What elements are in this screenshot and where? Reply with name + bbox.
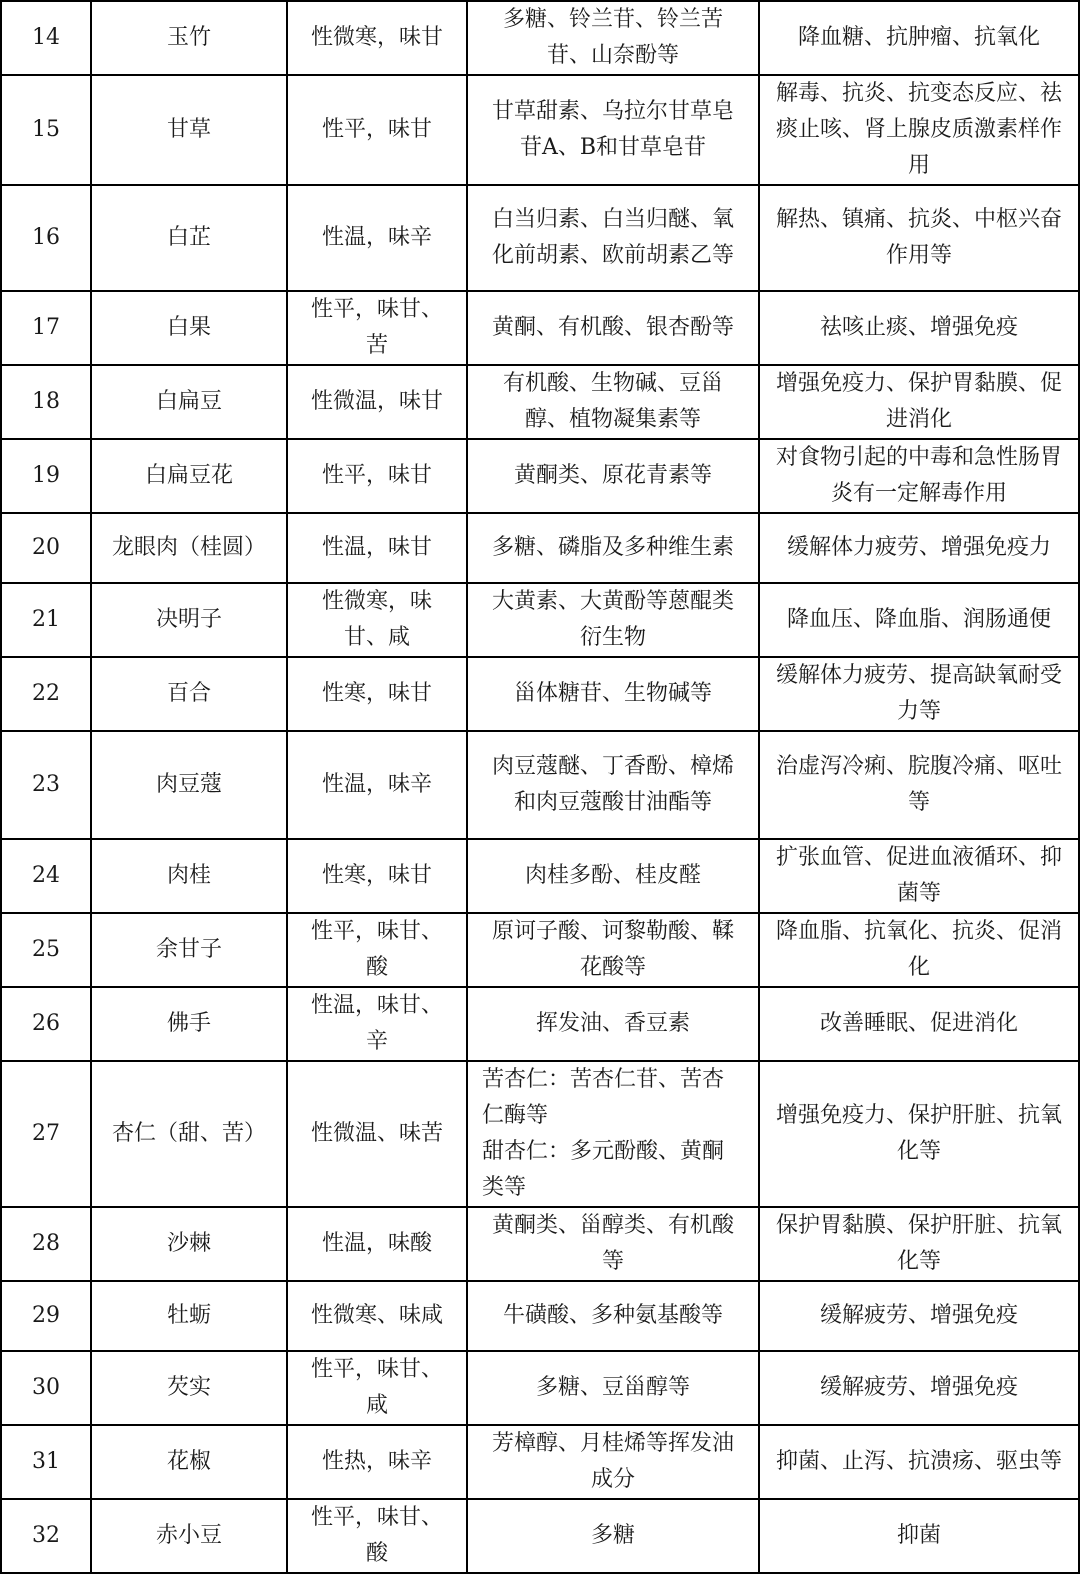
property-cell: 性微温、味苦 <box>287 1061 467 1207</box>
property-cell: 性温，味辛 <box>287 185 467 291</box>
row-number-cell: 24 <box>1 839 91 913</box>
functions-cell: 缓解体力疲劳、提高缺氧耐受力等 <box>759 657 1079 731</box>
components-cell: 肉豆蔻醚、丁香酚、樟烯和肉豆蔻酸甘油酯等 <box>467 731 759 839</box>
property-cell: 性平，味甘、苦 <box>287 291 467 365</box>
row-number-cell: 22 <box>1 657 91 731</box>
property-cell: 性平，味甘、酸 <box>287 1499 467 1573</box>
herb-name-cell: 杏仁（甜、苦） <box>91 1061 287 1207</box>
functions-cell: 抑菌、止泻、抗溃疡、驱虫等 <box>759 1425 1079 1499</box>
functions-cell: 缓解疲劳、增强免疫 <box>759 1351 1079 1425</box>
property-cell: 性温，味酸 <box>287 1207 467 1281</box>
table-row <box>1 1425 1079 1499</box>
components-cell: 原诃子酸、诃黎勒酸、鞣花酸等 <box>467 913 759 987</box>
table-row <box>1 1 1079 75</box>
components-cell: 多糖 <box>467 1499 759 1573</box>
components-cell: 多糖、铃兰苷、铃兰苦苷、山奈酚等 <box>467 1 759 75</box>
row-number-cell: 29 <box>1 1281 91 1351</box>
components-cell: 黄酮类、甾醇类、有机酸等 <box>467 1207 759 1281</box>
property-cell: 性温，味甘、辛 <box>287 987 467 1061</box>
property-cell: 性热，味辛 <box>287 1425 467 1499</box>
herb-name-cell: 决明子 <box>91 583 287 657</box>
row-number-cell: 28 <box>1 1207 91 1281</box>
property-cell: 性平，味甘 <box>287 439 467 513</box>
table-row <box>1 1061 1079 1207</box>
row-number-cell: 18 <box>1 365 91 439</box>
components-cell: 多糖、磷脂及多种维生素 <box>467 513 759 583</box>
row-number-cell: 32 <box>1 1499 91 1573</box>
herb-name-cell: 百合 <box>91 657 287 731</box>
property-cell: 性寒，味甘 <box>287 839 467 913</box>
functions-cell: 改善睡眠、促进消化 <box>759 987 1079 1061</box>
functions-cell: 解毒、抗炎、抗变态反应、祛痰止咳、肾上腺皮质激素样作用 <box>759 75 1079 185</box>
components-cell: 多糖、豆甾醇等 <box>467 1351 759 1425</box>
functions-cell: 祛咳止痰、增强免疫 <box>759 291 1079 365</box>
row-number-cell: 26 <box>1 987 91 1061</box>
functions-cell: 抑菌 <box>759 1499 1079 1573</box>
row-number-cell: 21 <box>1 583 91 657</box>
property-cell: 性微温，味甘 <box>287 365 467 439</box>
table-row <box>1 987 1079 1061</box>
property-cell: 性微寒、味咸 <box>287 1281 467 1351</box>
functions-cell: 降血糖、抗肿瘤、抗氧化 <box>759 1 1079 75</box>
functions-cell: 增强免疫力、保护胃黏膜、促进消化 <box>759 365 1079 439</box>
property-cell: 性温，味辛 <box>287 731 467 839</box>
herb-name-cell: 白扁豆 <box>91 365 287 439</box>
table-row <box>1 1351 1079 1425</box>
row-number-cell: 31 <box>1 1425 91 1499</box>
herb-name-cell: 牡蛎 <box>91 1281 287 1351</box>
functions-cell: 解热、镇痛、抗炎、中枢兴奋作用等 <box>759 185 1079 291</box>
components-cell: 黄酮类、原花青素等 <box>467 439 759 513</box>
property-cell: 性平，味甘、咸 <box>287 1351 467 1425</box>
herb-name-cell: 佛手 <box>91 987 287 1061</box>
table-row <box>1 513 1079 583</box>
components-cell: 挥发油、香豆素 <box>467 987 759 1061</box>
herb-name-cell: 赤小豆 <box>91 1499 287 1573</box>
table-row <box>1 657 1079 731</box>
components-cell: 有机酸、生物碱、豆甾醇、植物凝集素等 <box>467 365 759 439</box>
functions-cell: 扩张血管、促进血液循环、抑菌等 <box>759 839 1079 913</box>
components-cell: 白当归素、白当归醚、氧化前胡素、欧前胡素乙等 <box>467 185 759 291</box>
table-row <box>1 185 1079 291</box>
functions-cell: 降血压、降血脂、润肠通便 <box>759 583 1079 657</box>
functions-cell: 对食物引起的中毒和急性肠胃炎有一定解毒作用 <box>759 439 1079 513</box>
property-cell: 性微寒，味甘 <box>287 1 467 75</box>
row-number-cell: 17 <box>1 291 91 365</box>
functions-cell: 缓解疲劳、增强免疫 <box>759 1281 1079 1351</box>
table-row <box>1 439 1079 513</box>
row-number-cell: 25 <box>1 913 91 987</box>
herb-name-cell: 玉竹 <box>91 1 287 75</box>
property-cell: 性平，味甘 <box>287 75 467 185</box>
components-cell: 大黄素、大黄酚等蒽醌类衍生物 <box>467 583 759 657</box>
herb-name-cell: 余甘子 <box>91 913 287 987</box>
herb-name-cell: 沙棘 <box>91 1207 287 1281</box>
herb-name-cell: 白果 <box>91 291 287 365</box>
row-number-cell: 16 <box>1 185 91 291</box>
herb-name-cell: 龙眼肉（桂圆） <box>91 513 287 583</box>
functions-cell: 增强免疫力、保护肝脏、抗氧化等 <box>759 1061 1079 1207</box>
functions-cell: 治虚泻冷痢、脘腹冷痛、呕吐等 <box>759 731 1079 839</box>
table-row <box>1 365 1079 439</box>
property-cell: 性寒，味甘 <box>287 657 467 731</box>
herb-name-cell: 芡实 <box>91 1351 287 1425</box>
herb-table-body <box>1 1 1079 1573</box>
table-row <box>1 583 1079 657</box>
row-number-cell: 20 <box>1 513 91 583</box>
table-row <box>1 1499 1079 1573</box>
herb-name-cell: 花椒 <box>91 1425 287 1499</box>
row-number-cell: 23 <box>1 731 91 839</box>
table-row <box>1 731 1079 839</box>
property-cell: 性温，味甘 <box>287 513 467 583</box>
row-number-cell: 14 <box>1 1 91 75</box>
property-cell: 性微寒，味甘、咸 <box>287 583 467 657</box>
table-row <box>1 839 1079 913</box>
table-row <box>1 1207 1079 1281</box>
herb-name-cell: 甘草 <box>91 75 287 185</box>
components-cell: 芳樟醇、月桂烯等挥发油成分 <box>467 1425 759 1499</box>
table-row <box>1 75 1079 185</box>
components-cell: 牛磺酸、多种氨基酸等 <box>467 1281 759 1351</box>
row-number-cell: 15 <box>1 75 91 185</box>
functions-cell: 保护胃黏膜、保护肝脏、抗氧化等 <box>759 1207 1079 1281</box>
herb-name-cell: 肉豆蔻 <box>91 731 287 839</box>
table-row <box>1 1281 1079 1351</box>
row-number-cell: 27 <box>1 1061 91 1207</box>
table-row <box>1 291 1079 365</box>
row-number-cell: 19 <box>1 439 91 513</box>
row-number-cell: 30 <box>1 1351 91 1425</box>
components-cell: 黄酮、有机酸、银杏酚等 <box>467 291 759 365</box>
property-cell: 性平，味甘、酸 <box>287 913 467 987</box>
herb-name-cell: 白芷 <box>91 185 287 291</box>
table-row <box>1 913 1079 987</box>
herb-name-cell: 肉桂 <box>91 839 287 913</box>
components-cell: 甾体糖苷、生物碱等 <box>467 657 759 731</box>
components-cell: 苦杏仁：苦杏仁苷、苦杏仁酶等 甜杏仁：多元酚酸、黄酮类等 <box>467 1061 759 1207</box>
functions-cell: 降血脂、抗氧化、抗炎、促消化 <box>759 913 1079 987</box>
components-cell: 甘草甜素、乌拉尔甘草皂苷A、B和甘草皂苷 <box>467 75 759 185</box>
functions-cell: 缓解体力疲劳、增强免疫力 <box>759 513 1079 583</box>
herb-name-cell: 白扁豆花 <box>91 439 287 513</box>
components-cell: 肉桂多酚、桂皮醛 <box>467 839 759 913</box>
